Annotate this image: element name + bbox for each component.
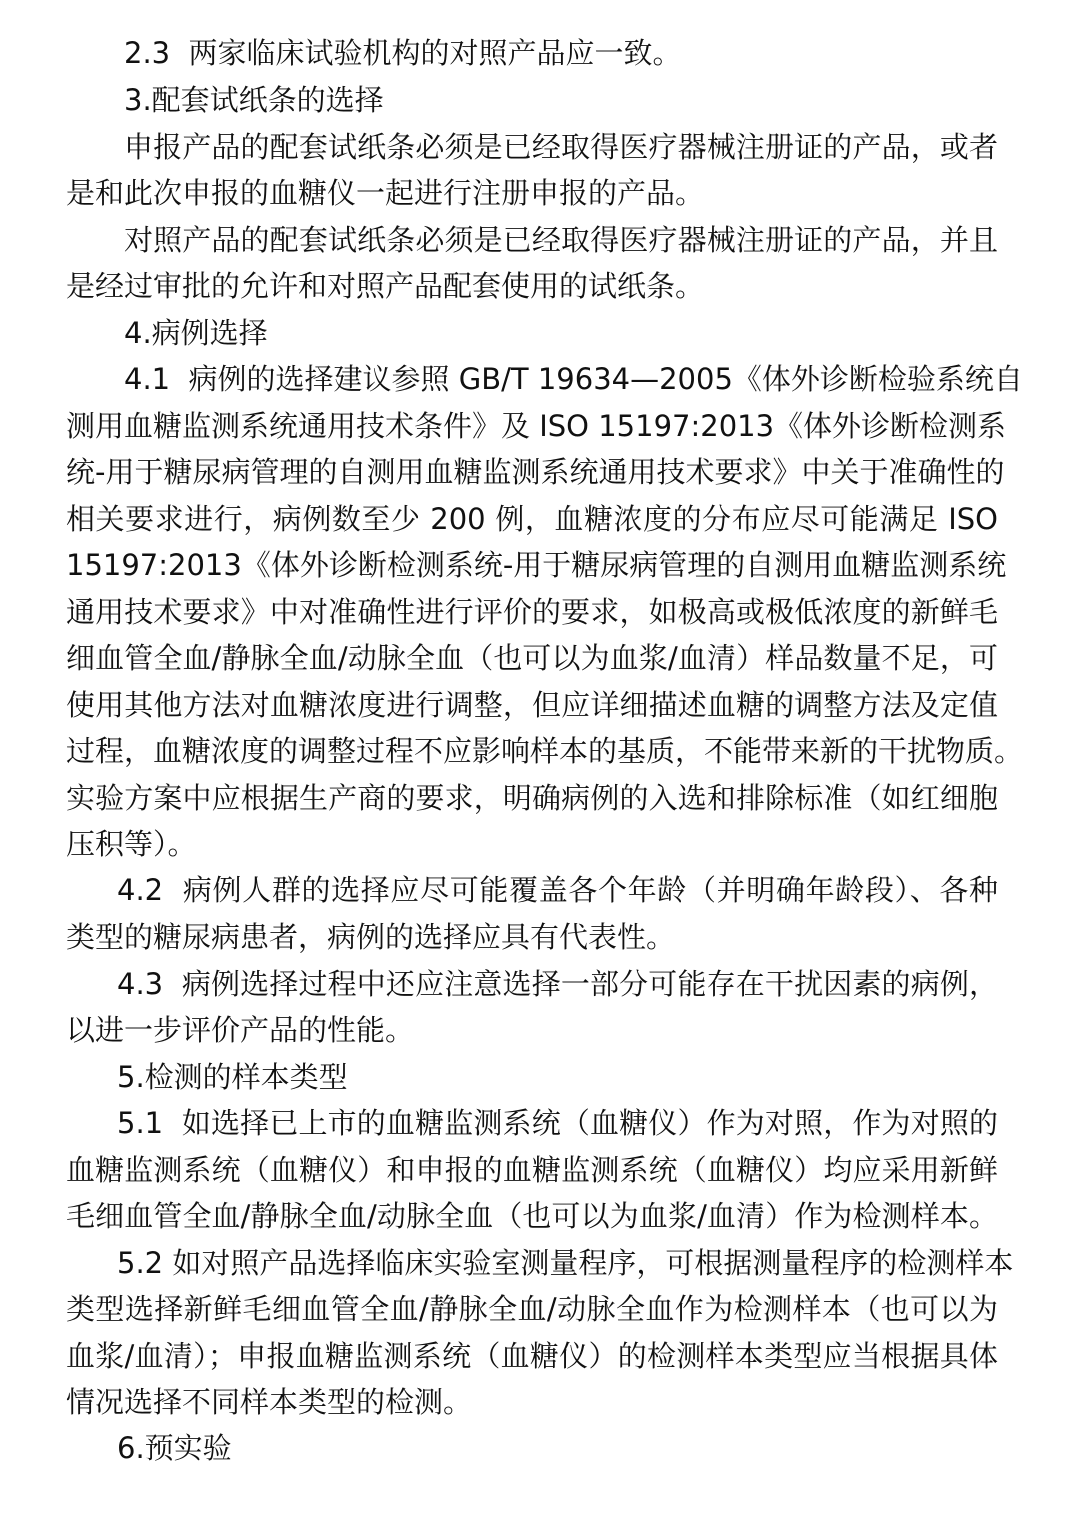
text-line: 毛细血管全血/静脉全血/动脉全血（也可以为血浆/血清）作为检测样本。 bbox=[66, 1199, 998, 1233]
section-heading: 4.病例选择 bbox=[124, 316, 268, 350]
text-line: 对照产品的配套试纸条必须是已经取得医疗器械注册证的产品，并且 bbox=[124, 223, 998, 257]
text-line: 相关要求进行，病例数至少 200 例，血糖浓度的分布应尽可能满足 ISO bbox=[66, 502, 998, 536]
text-line: 通用技术要求》中对准确性进行评价的要求，如极高或极低浓度的新鲜毛 bbox=[66, 595, 998, 629]
text-line: 15197:2013《体外诊断检测系统-用于糖尿病管理的自测用血糖监测系统 bbox=[66, 548, 1007, 582]
text-line: 统-用于糖尿病管理的自测用血糖监测系统通用技术要求》中关于准确性的 bbox=[66, 455, 1005, 489]
text-line: 是经过审批的允许和对照产品配套使用的试纸条。 bbox=[66, 269, 705, 303]
text-line: 使用其他方法对血糖浓度进行调整，但应详细描述血糖的调整方法及定值 bbox=[66, 688, 998, 722]
text-line: 类型的糖尿病患者，病例的选择应具有代表性。 bbox=[66, 920, 676, 954]
text-line: 4.2 病例人群的选择应尽可能覆盖各个年龄（并明确年龄段）、各种 bbox=[117, 873, 998, 907]
text-line: 5.1 如选择已上市的血糖监测系统（血糖仪）作为对照，作为对照的 bbox=[117, 1106, 998, 1140]
section-heading: 5.检测的样本类型 bbox=[117, 1060, 348, 1094]
text-line: 申报产品的配套试纸条必须是已经取得医疗器械注册证的产品，或者 bbox=[124, 130, 998, 164]
text-line: 压积等）。 bbox=[66, 827, 197, 861]
text-line: 类型选择新鲜毛细血管全血/静脉全血/动脉全血作为检测样本（也可以为 bbox=[66, 1292, 998, 1326]
text-line: 测用血糖监测系统通用技术条件》及 ISO 15197:2013《体外诊断检测系 bbox=[66, 409, 1007, 443]
text-line: 细血管全血/静脉全血/动脉全血（也可以为血浆/血清）样品数量不足，可 bbox=[66, 641, 998, 675]
text-line: 以进一步评价产品的性能。 bbox=[66, 1013, 415, 1047]
text-line: 血浆/血清）；申报血糖监测系统（血糖仪）的检测样本类型应当根据具体 bbox=[66, 1339, 998, 1373]
text-line: 2.3 两家临床试验机构的对照产品应一致。 bbox=[124, 36, 682, 70]
text-line: 情况选择不同样本类型的检测。 bbox=[66, 1385, 473, 1419]
text-line: 实验方案中应根据生产商的要求，明确病例的入选和排除标准（如红细胞 bbox=[66, 781, 998, 815]
section-heading: 3.配套试纸条的选择 bbox=[124, 83, 384, 117]
text-line: 是和此次申报的血糖仪一起进行注册申报的产品。 bbox=[66, 176, 705, 210]
section-heading: 6.预实验 bbox=[117, 1431, 232, 1465]
text-line: 4.1 病例的选择建议参照 GB/T 19634—2005《体外诊断检验系统自 bbox=[124, 362, 1023, 396]
text-line: 4.3 病例选择过程中还应注意选择一部分可能存在干扰因素的病例， bbox=[117, 967, 998, 1001]
text-line: 血糖监测系统（血糖仪）和申报的血糖监测系统（血糖仪）均应采用新鲜 bbox=[66, 1153, 998, 1187]
text-line: 5.2 如对照产品选择临床实验室测量程序，可根据测量程序的检测样本 bbox=[117, 1246, 1014, 1280]
text-line: 过程，血糖浓度的调整过程不应影响样本的基质，不能带来新的干扰物质。 bbox=[66, 734, 1024, 768]
